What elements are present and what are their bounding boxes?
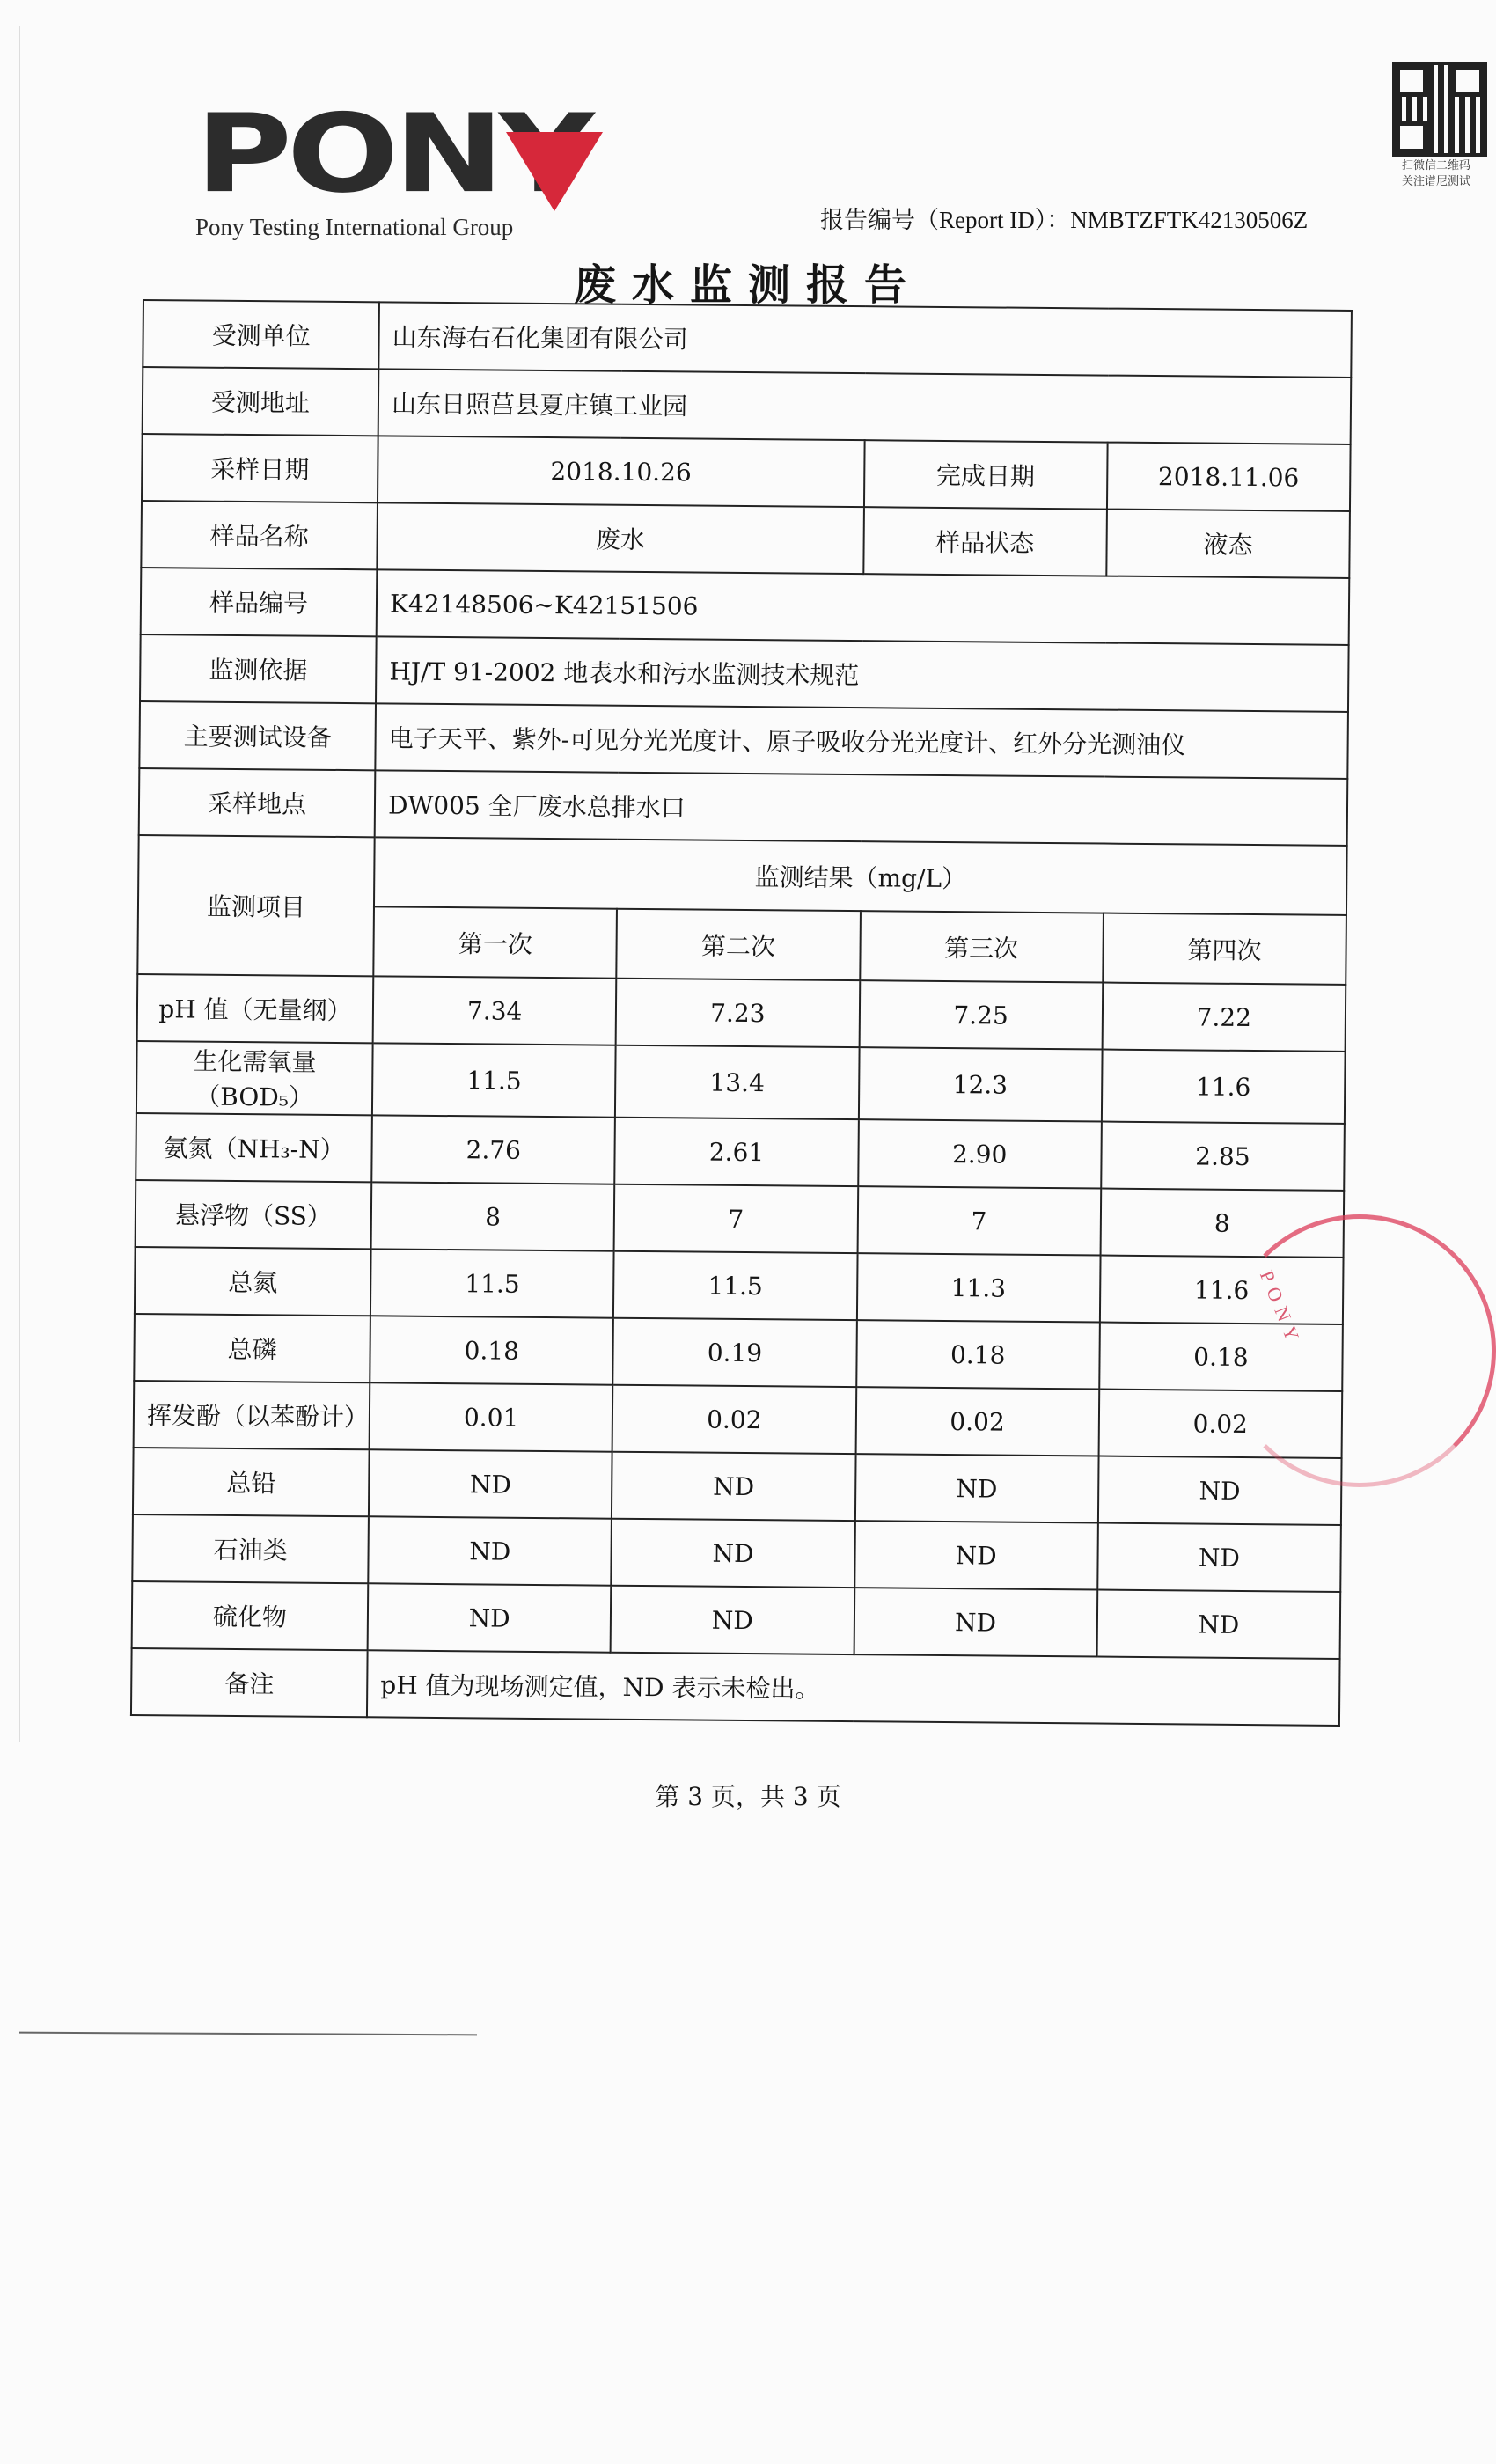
result-value: ND (368, 1516, 612, 1585)
sample-state-label: 样品状态 (863, 507, 1107, 576)
result-value: 0.02 (612, 1385, 856, 1454)
result-value: 12.3 (858, 1047, 1102, 1121)
table-row (141, 501, 1350, 578)
result-value: ND (1098, 1456, 1342, 1525)
report-title: 废水监测报告 (573, 260, 922, 310)
table-row (143, 300, 1352, 378)
table-row (132, 1514, 1341, 1592)
result-header: 监测结果（mg/L） (374, 837, 1347, 915)
sample-date-label: 采样日期 (142, 434, 378, 502)
report-table (130, 299, 1353, 1727)
result-value: 13.4 (615, 1045, 859, 1119)
equipment-label: 主要测试设备 (139, 701, 376, 770)
result-value: ND (1097, 1523, 1341, 1592)
result-value: 2.90 (858, 1119, 1102, 1188)
result-value: ND (611, 1586, 854, 1654)
result-value: 2.61 (615, 1118, 859, 1186)
result-value: 2.85 (1101, 1122, 1345, 1191)
table-row (137, 974, 1346, 1052)
table-row (139, 768, 1348, 846)
sample-no-label: 样品编号 (141, 568, 378, 636)
result-value: 0.18 (370, 1316, 613, 1384)
company-name-en: Pony Testing International Group (195, 214, 514, 240)
scan-line (19, 2032, 477, 2036)
client-value: 山东海右石化集团有限公司 (378, 302, 1352, 378)
result-value: 0.18 (1099, 1323, 1343, 1391)
result-value: 7.34 (373, 976, 617, 1045)
seal-stamp-icon (1223, 1214, 1496, 1487)
result-value: 7.25 (859, 980, 1103, 1049)
qr-caption (1383, 158, 1489, 190)
result-value: 8 (371, 1182, 615, 1250)
client-label: 受测单位 (143, 300, 379, 369)
result-value: 11.5 (613, 1251, 857, 1320)
result-value: 11.5 (370, 1249, 614, 1317)
site-value: DW005 全厂废水总排水口 (375, 770, 1348, 846)
qr-corner-icon (1396, 65, 1427, 97)
result-value: 0.18 (856, 1320, 1100, 1389)
finish-date-label: 完成日期 (864, 440, 1108, 509)
seal-stamp-text: PONY (1255, 1267, 1307, 1351)
item-name: 硫化物 (132, 1581, 369, 1650)
result-value: 0.02 (1098, 1390, 1342, 1458)
sample-name-value: 废水 (377, 502, 863, 574)
table-row (140, 634, 1349, 712)
table-row (138, 835, 1347, 915)
basis-label: 监测依据 (140, 634, 377, 703)
pony-logo: PONY (195, 91, 590, 217)
result-value: 2.76 (371, 1115, 615, 1184)
item-name: 悬浮物（SS） (136, 1180, 372, 1249)
logo-triangle-icon (506, 132, 603, 211)
site-label: 采样地点 (139, 768, 376, 837)
result-value: ND (854, 1521, 1098, 1589)
remark-label: 备注 (131, 1648, 368, 1717)
result-value: 7.22 (1102, 983, 1346, 1052)
round-header: 第四次 (1103, 913, 1346, 985)
result-value: 0.02 (855, 1387, 1099, 1456)
address-value: 山东日照莒县夏庄镇工业园 (378, 369, 1352, 444)
item-name: 氨氮（NH₃-N） (136, 1113, 372, 1182)
result-value: 0.19 (613, 1318, 857, 1387)
qr-corner-icon (1452, 65, 1484, 97)
page-number: 第 3 页，共 3 页 (655, 1782, 841, 1811)
table-row (135, 1247, 1344, 1324)
item-name: pH 值（无量纲） (137, 974, 374, 1043)
sample-state-value: 液态 (1106, 510, 1350, 578)
item-name: 总氮 (135, 1247, 371, 1316)
address-label: 受测地址 (143, 367, 379, 436)
qr-code-icon (1392, 62, 1487, 157)
result-value: 11.3 (856, 1253, 1100, 1322)
report-id: 报告编号（Report ID）：NMBTZFTK42130506Z (820, 207, 1309, 233)
table-row (134, 1314, 1343, 1391)
result-value: 11.6 (1102, 1050, 1346, 1124)
table-row (131, 1648, 1340, 1726)
result-value: 7.23 (616, 979, 860, 1047)
table-row (132, 1581, 1341, 1659)
item-header: 监测项目 (137, 835, 374, 976)
round-header: 第一次 (373, 906, 617, 978)
result-value: 7 (857, 1186, 1101, 1255)
table-row (136, 1113, 1345, 1191)
item-name: 总铅 (133, 1448, 370, 1516)
item-name: 总磷 (134, 1314, 370, 1382)
table-row (142, 434, 1351, 511)
result-value: 11.6 (1100, 1256, 1344, 1324)
table-row (136, 1041, 1346, 1124)
item-name: 石油类 (132, 1514, 369, 1583)
result-value: ND (854, 1454, 1098, 1522)
result-value: 11.5 (372, 1043, 616, 1117)
result-value: ND (368, 1583, 612, 1652)
sample-name-label: 样品名称 (141, 501, 378, 569)
basis-value: HJ/T 91-2002 地表水和污水监测技术规范 (376, 636, 1349, 712)
result-value: ND (612, 1519, 855, 1588)
result-rows (132, 974, 1346, 1659)
sample-date-value: 2018.10.26 (378, 436, 864, 507)
result-value: 7 (614, 1184, 858, 1253)
equipment-value: 电子天平、紫外-可见分光光度计、原子吸收分光光度计、红外分光测油仪 (375, 703, 1348, 779)
table-row (141, 568, 1350, 645)
result-value: ND (612, 1452, 855, 1521)
result-value: ND (369, 1449, 612, 1518)
item-name: 生化需氧量（BOD₅） (136, 1041, 373, 1115)
result-value: ND (1096, 1590, 1340, 1659)
result-value: 0.01 (370, 1382, 613, 1451)
round-header: 第三次 (860, 911, 1104, 982)
remark-value: pH 值为现场测定值，ND 表示未检出。 (367, 1650, 1340, 1726)
result-value: 8 (1100, 1189, 1344, 1258)
result-value: ND (854, 1588, 1097, 1656)
sample-no-value: K42148506~K42151506 (377, 569, 1350, 645)
item-name: 挥发酚（以苯酚计） (134, 1381, 370, 1449)
finish-date-value: 2018.11.06 (1107, 443, 1351, 511)
table-row (134, 1381, 1343, 1458)
table-row (136, 1180, 1345, 1258)
table-row (139, 701, 1348, 779)
table-row (143, 367, 1352, 444)
qr-corner-icon (1396, 121, 1427, 153)
qr-caption-line: 扫微信二维码 (1401, 159, 1470, 172)
qr-caption-line: 关注谱尼测试 (1401, 175, 1470, 188)
table-row (133, 1448, 1342, 1525)
round-header: 第二次 (617, 909, 861, 980)
